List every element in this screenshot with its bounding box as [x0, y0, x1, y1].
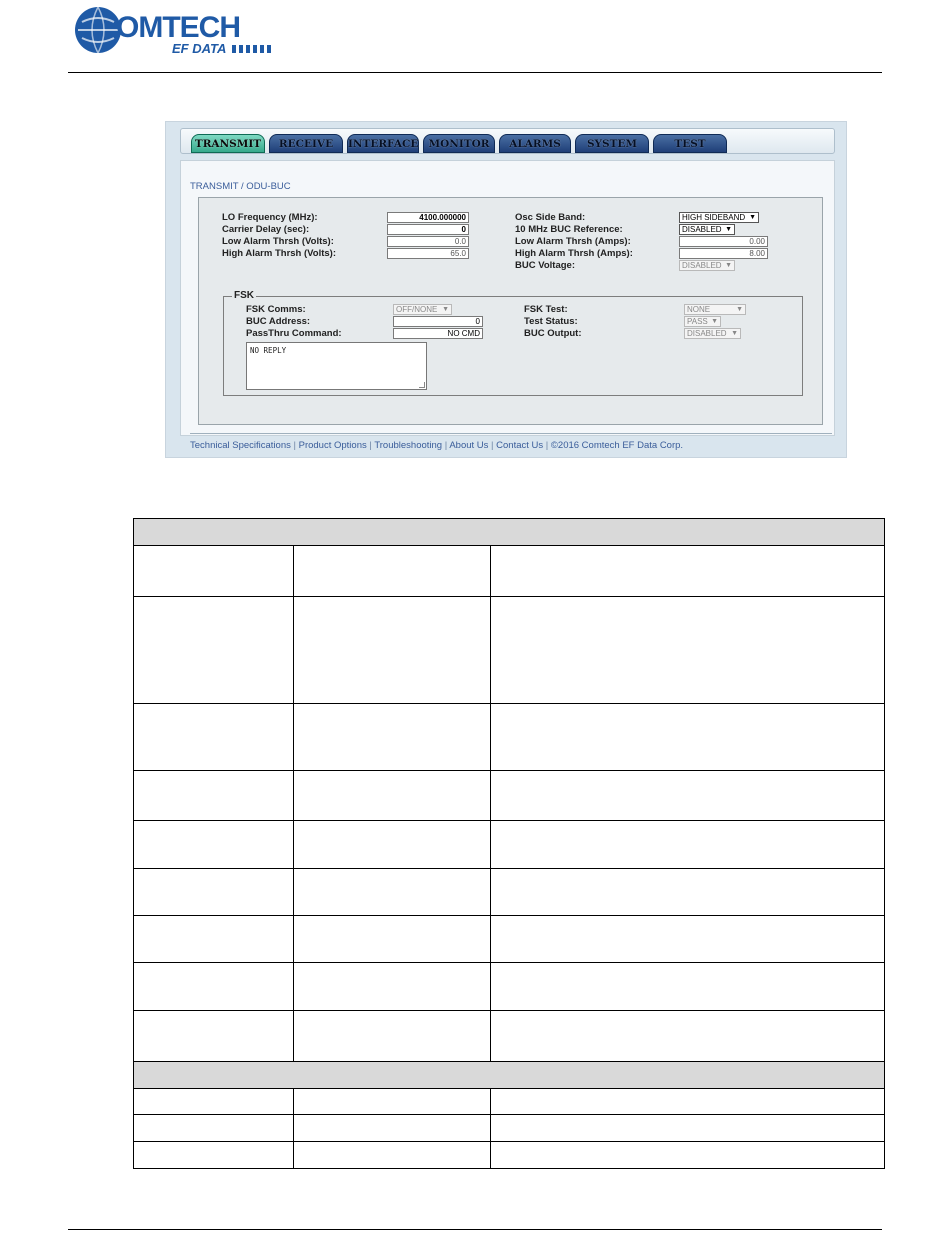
copyright-text: ©2016 Comtech EF Data Corp. [550, 440, 684, 451]
link-troubleshooting[interactable]: Troubleshooting [374, 440, 443, 451]
chevron-down-icon: ▼ [731, 330, 738, 337]
separator: | [491, 440, 497, 451]
osc-side-band-label: Osc Side Band: [515, 212, 586, 223]
table-row [134, 916, 885, 963]
table-row [134, 1011, 885, 1062]
test-status-select[interactable]: PASS ▼ [684, 316, 721, 327]
tab-receive[interactable]: RECEIVE [269, 134, 343, 153]
link-technical-specifications[interactable]: Technical Specifications [190, 440, 291, 451]
osc-side-band-select[interactable]: HIGH SIDEBAND ▼ [679, 212, 759, 223]
buc-reference-label: 10 MHz BUC Reference: [515, 224, 623, 235]
table-row [134, 1115, 885, 1142]
table-row [134, 821, 885, 869]
fsk-comms-label: FSK Comms: [246, 304, 306, 315]
carrier-delay-input[interactable]: 0 [387, 224, 469, 235]
table-header-row [134, 519, 885, 546]
chevron-down-icon: ▼ [442, 306, 449, 313]
buc-voltage-label: BUC Voltage: [515, 260, 575, 271]
resize-grip-icon[interactable] [419, 382, 425, 388]
separator: | [369, 440, 375, 451]
separator: | [444, 440, 450, 451]
fsk-group [223, 290, 803, 396]
passthru-command-label: PassThru Command: [246, 328, 342, 339]
chevron-down-icon: ▼ [736, 306, 743, 313]
tab-alarms[interactable]: ALARMS [499, 134, 571, 153]
low-alarm-volts-input[interactable]: 0.0 [387, 236, 469, 247]
high-alarm-volts-input[interactable]: 65.0 [387, 248, 469, 259]
table-row [134, 771, 885, 821]
separator: | [545, 440, 551, 451]
low-alarm-amps-input[interactable]: 0.00 [679, 236, 768, 247]
svg-text:OMTECH: OMTECH [116, 11, 240, 44]
buc-address-label: BUC Address: [246, 316, 311, 327]
high-alarm-amps-label: High Alarm Thrsh (Amps): [515, 248, 633, 259]
table-row [134, 869, 885, 916]
tab-test[interactable]: TEST [653, 134, 727, 153]
tab-bar [180, 128, 835, 154]
chevron-down-icon: ▼ [725, 226, 732, 233]
buc-voltage-select[interactable]: DISABLED ▼ [679, 260, 735, 271]
table-row [134, 963, 885, 1011]
tab-transmit[interactable]: TRANSMIT [191, 134, 265, 153]
passthru-command-input[interactable]: NO CMD [393, 328, 483, 339]
table-row [134, 704, 885, 771]
breadcrumb: TRANSMIT / ODU-BUC [190, 181, 291, 192]
tab-monitor[interactable]: MONITOR [423, 134, 495, 153]
footer-links [190, 440, 683, 451]
content-panel [180, 160, 835, 436]
chevron-down-icon: ▼ [725, 262, 732, 269]
fsk-comms-select[interactable]: OFF/NONE ▼ [393, 304, 452, 315]
fsk-test-select[interactable]: NONE ▼ [684, 304, 746, 315]
test-status-label: Test Status: [524, 316, 578, 327]
separator: | [293, 440, 299, 451]
fsk-reply-textarea[interactable]: NO REPLY [246, 342, 427, 390]
footer-rule [68, 1229, 882, 1230]
parameter-table [133, 518, 885, 1169]
table-header-row [134, 1062, 885, 1089]
fsk-legend: FSK [234, 290, 254, 301]
lo-frequency-input[interactable]: 4100.000000 [387, 212, 469, 223]
high-alarm-volts-label: High Alarm Thrsh (Volts): [222, 248, 336, 259]
link-product-options[interactable]: Product Options [298, 440, 367, 451]
low-alarm-amps-label: Low Alarm Thrsh (Amps): [515, 236, 631, 247]
low-alarm-volts-label: Low Alarm Thrsh (Volts): [222, 236, 334, 247]
link-contact-us[interactable]: Contact Us [496, 440, 544, 451]
header-rule [68, 72, 882, 73]
table-row [134, 546, 885, 597]
lo-frequency-label: LO Frequency (MHz): [222, 212, 318, 223]
high-alarm-amps-input[interactable]: 8.00 [679, 248, 768, 259]
table-row [134, 1142, 885, 1169]
svg-text:EF DATA: EF DATA [172, 41, 227, 56]
chevron-down-icon: ▼ [711, 318, 718, 325]
buc-reference-select[interactable]: DISABLED ▼ [679, 224, 735, 235]
web-ui-screenshot [165, 121, 847, 458]
buc-output-label: BUC Output: [524, 328, 582, 339]
odu-buc-panel [198, 197, 823, 425]
tab-system[interactable]: SYSTEM [575, 134, 649, 153]
comtech-logo [72, 4, 302, 56]
buc-output-select[interactable]: DISABLED ▼ [684, 328, 741, 339]
table-row [134, 597, 885, 704]
chevron-down-icon: ▼ [749, 214, 756, 221]
table-row [134, 1089, 885, 1115]
fsk-test-label: FSK Test: [524, 304, 568, 315]
link-about-us[interactable]: About Us [449, 440, 489, 451]
tab-interface[interactable]: INTERFACE [347, 134, 419, 153]
carrier-delay-label: Carrier Delay (sec): [222, 224, 310, 235]
buc-address-input[interactable]: 0 [393, 316, 483, 327]
footer-divider [190, 433, 832, 434]
